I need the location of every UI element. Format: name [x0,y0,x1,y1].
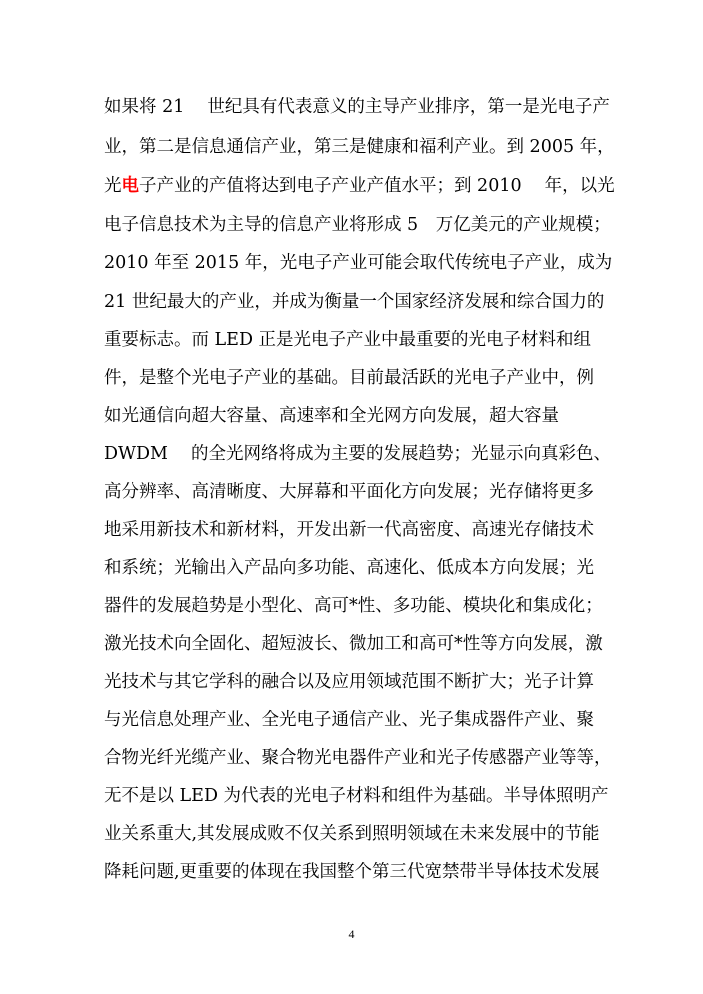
text-line [104,130,615,164]
text-run: 合物光纤光缆产业、聚合物光电器件产业和光子传感器产业等等， [104,748,612,768]
text-line [104,90,610,124]
text-run: 高分辨率、高清晰度、大屏幕和平面化方向发展；光存储将更多 [104,482,594,502]
text-line [104,246,613,280]
text-line [104,437,610,471]
text-run: 光技术与其它学科的融合以及应用领域范围不断扩大；光子计算 [104,672,594,692]
highlighted-character: 电 [121,176,139,196]
text-run: 光 [104,176,122,196]
text-line [104,399,610,433]
text-line [104,627,610,661]
text-line [104,361,610,395]
text-line [104,169,615,203]
text-line [104,285,610,319]
text-line [104,208,610,242]
text-line [104,817,610,851]
text-run: 无不是以 LED 为代表的光电子材料和组件为基础。半导体照明产 [104,786,609,806]
text-line [104,589,610,623]
text-run: 与光信息处理产业、全光电子通信产业、光子集成器件产业、聚 [104,710,594,730]
text-run: 降耗问题,更重要的体现在我国整个第三代宽禁带半导体技术发展 [104,862,600,882]
text-run: 激光技术向全固化、超短波长、微加工和高可*性等方向发展，激 [104,634,603,654]
text-run: 如果将 21 世纪具有代表意义的主导产业排序，第一是光电子产 [104,97,610,117]
text-run: 和系统；光输出入产品向多功能、高速化、低成本方向发展；光 [104,558,594,578]
text-line [104,855,610,889]
text-line [104,475,610,509]
text-run: 件，是整个光电子产业的基础。目前最活跃的光电子产业中，例 [104,368,594,388]
page-number: 4 [348,927,355,941]
text-run: 如光通信向超大容量、高速率和全光网方向发展，超大容量 [104,406,559,426]
text-line [104,323,610,357]
text-line [104,741,610,775]
text-line [104,551,610,585]
text-run: 业关系重大,其发展成败不仅关系到照明领域在未来发展中的节能 [104,824,600,844]
text-line [104,665,610,699]
text-line [104,703,610,737]
text-run: 21 世纪最大的产业，并成为衡量一个国家经济发展和综合国力的 [104,292,605,312]
text-line [104,779,610,813]
text-run: 业，第二是信息通信产业，第三是健康和福利产业。到 2005 年， [104,137,615,157]
text-run: DWDM 的全光网络将成为主要的发展趋势；光显示向真彩色、 [104,444,612,464]
text-run: 2010 年至 2015 年，光电子产业可能会取代传统电子产业，成为 [104,253,613,273]
text-run: 子产业的产值将达到电子产业产值水平；到 2010 年，以光 [139,176,615,196]
text-line [104,513,610,547]
text-run: 地采用新技术和新材料，开发出新一代高密度、高速光存储技术 [104,520,594,540]
text-run: 电子信息技术为主导的信息产业将形成 5 万亿美元的产业规模； [104,215,611,235]
text-run: 重要标志。而 LED 正是光电子产业中最重要的光电子材料和组 [104,330,592,350]
text-run: 器件的发展趋势是小型化、高可*性、多功能、模块化和集成化； [104,596,603,616]
